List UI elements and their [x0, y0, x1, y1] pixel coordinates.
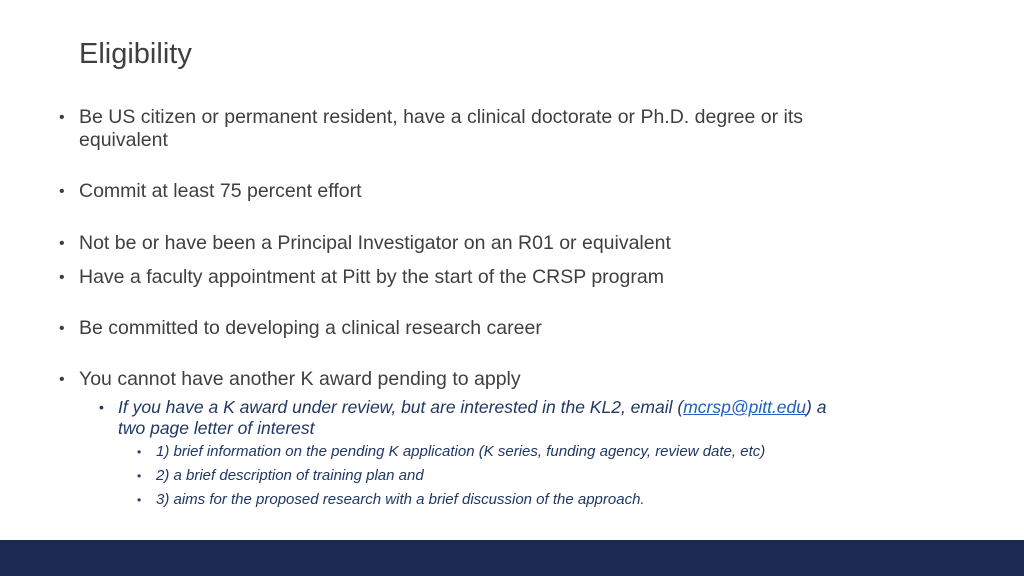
bullet-principal-investigator: • Not be or have been a Principal Investigator on an R01 or equivalent	[79, 232, 869, 255]
bullet-k-award: • You cannot have another K award pending to apply	[79, 368, 869, 391]
sub-sub-bullet-training-plan: • 2) a brief description of training plan and	[156, 467, 896, 485]
slide-title: Eligibility	[79, 38, 192, 70]
sub-sub-bullet-pending-info: • 1) brief information on the pending K application (K series, funding agency, review date, etc)	[156, 443, 896, 461]
bullet-faculty-appointment: • Have a faculty appointment at Pitt by the start of the CRSP program	[79, 266, 869, 289]
sub-bullet-k-award-review	[118, 397, 858, 439]
sub-bullet-text-after: ) a two page letter of interest	[118, 397, 827, 438]
footer-bar	[0, 540, 1024, 576]
sub-bullet-text-before: If you have a K award under review, but are interested in the KL2, email (	[118, 397, 684, 417]
email-link[interactable]: mcrsp@pitt.edu	[683, 397, 806, 417]
bullet-research-career: • Be committed to developing a clinical research career	[79, 317, 869, 340]
bullet-effort: • Commit at least 75 percent effort	[79, 180, 869, 203]
sub-sub-bullet-research-aims: • 3) aims for the proposed research with a brief discussion of the approach.	[156, 491, 896, 509]
bullet-citizenship: • Be US citizen or permanent resident, have a clinical doctorate or Ph.D. degree or its equivalent	[79, 106, 869, 152]
